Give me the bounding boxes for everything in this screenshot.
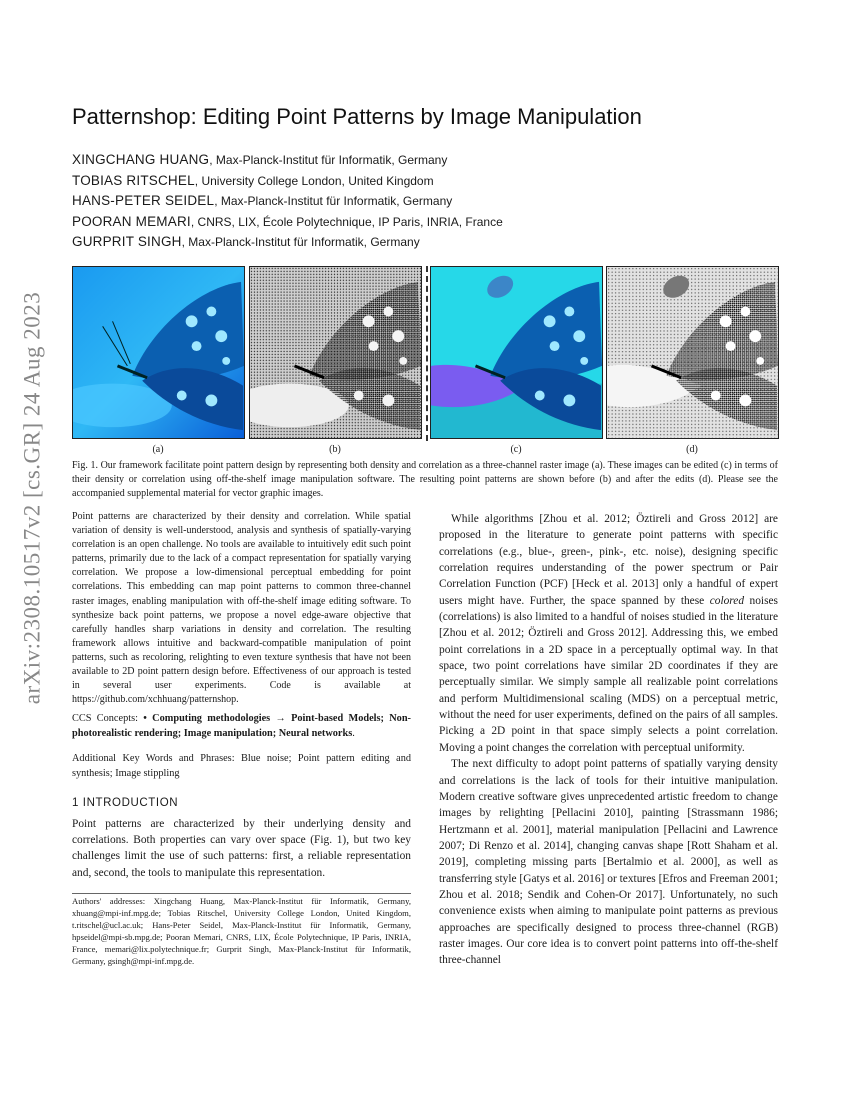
- arxiv-stamp: arXiv:2308.10517v2 [cs.GR] 24 Aug 2023: [19, 291, 44, 705]
- figure-label-b: (b): [329, 444, 341, 455]
- author-4: POORAN MEMARI, CNRS, LIX, École Polytechnique, IP Paris, INRIA, France: [72, 213, 503, 229]
- ccs-concepts: CCS Concepts: • Computing methodologies → Point-based Models; Non-photorealistic rendering; Image manipulation; Neural networks.: [72, 713, 411, 739]
- author-2: TOBIAS RITSCHEL, University College London, United Kingdom: [72, 172, 434, 188]
- right-paragraph-1: While algorithms [Zhou et al. 2012; Öztireli and Gross 2012] are proposed in the literature to generate point patterns with specific correlations (e.g., blue-, green-, pink-, etc. noise), designing specific correlation requires understanding of the power spectrum or Pair Correlation Function (PCF) [Heck et al. 2013] only a handful of expert users might have. Further, the space spanned by these colored noises (correlations) is also limited to a handful of noises studied in the literature [Zhou et al. 2012; Öztireli and Gross 2012]. Addressing this, we embed point correlations in a 2D space in a perceptually optimal way. In that space, two point correlations have similar 2D coordinates if they are perceptually similar. We simply sample all realizable point correlations and perform Multidimensional scaling (MDS) on a perceptual metric, without the need for user experiments, defined on the pairs of all samples. Picking a 2D point in that space simply selects a point correlation. Moving a point changes the correlation with perceptual uniformity.: [439, 513, 778, 754]
- section-heading-introduction: 1 INTRODUCTION: [72, 797, 179, 809]
- stippled-butterfly-after: [607, 267, 778, 438]
- figure-label-c: (c): [510, 444, 522, 455]
- keywords: Additional Key Words and Phrases: Blue noise; Point pattern editing and synthesis; Image stippling: [72, 753, 411, 779]
- butterfly-density-image: [73, 267, 244, 438]
- figure-label-a: (a): [152, 444, 164, 455]
- edited-butterfly-image: [431, 267, 602, 438]
- figure-label-d: (d): [686, 444, 698, 455]
- figure-panel-b: [249, 266, 422, 439]
- figure-panel-d: [606, 266, 779, 439]
- right-paragraph-2: The next difficulty to adopt point patterns of spatially varying density and correlations is the lack of tools for their intuitive manipulation. Modern creative software gives unprecedented artistic freedom to change images by relighting [Pellacini 2010], painting [Strassmann 1986; Hertzmann et al. 2001], material manipulation [Pellacini and Lawrence 2007; Di Renzo et al. 2014], changing canvas shape [Rott Shaham et al. 2019], completing missing parts [Bertalmio et al. 2000], as well as transferring style [Gatys et al. 2016] or textures [Efros and Freeman 2001; Zhou et al. 2018; Sendik and Cohen-Or 2017]. Unfortunately, no such convenience exists when aiming to manipulate point patterns as previous approaches are specifically designed to process three-channel (RGB) raster images. Our core idea is to convert point patterns into off-the-shelf three-channel: [439, 758, 778, 967]
- author-list: [72, 150, 503, 253]
- author-3: HANS-PETER SEIDEL, Max-Planck-Institut für Informatik, Germany: [72, 193, 453, 208]
- introduction-paragraph: Point patterns are characterized by their underlying density and correlations. Both properties can vary over space (Fig. 1), but two key challenges limit the use of such patterns: first, a reliable representation and, second, the tools to manipulate this representation.: [72, 818, 411, 879]
- footnote-rule: [72, 893, 411, 894]
- right-column: [439, 511, 778, 969]
- author-5: GURPRIT SINGH, Max-Planck-Institut für Informatik, Germany: [72, 234, 420, 249]
- author-1: XINGCHANG HUANG, Max-Planck-Institut für Informatik, Germany: [72, 152, 448, 167]
- paper-title: Patternshop: Editing Point Patterns by Image Manipulation: [72, 104, 642, 129]
- abstract: Point patterns are characterized by their density and correlation. While spatial variation of density is well-understood, analysis and synthesis of spatially-varying correlation is an open challenge. No tools are available to intuitively edit such point patterns, primarily due to the lack of a compact representation for spatially varying correlation. We propose a low-dimensional perceptual embedding for point correlations. This embedding can map point patterns to common three-channel raster images, enabling manipulation with off-the-shelf image editing software. To synthesize back point patterns, we propose a novel edge-aware objective that carefully handles sharp variations in density and correlation. The resulting framework allows intuitive and backward-compatible manipulation of point patterns, such as recoloring, relighting to even texture synthesis that have not been available to 2D point pattern design before. Effectiveness of our approach is tested in several user experiments. Code is available at https://github.com/xchhuang/patternshop.: [72, 511, 411, 706]
- figure-caption: Fig. 1. Our framework facilitate point pattern design by representing both density and correlation as a three-channel raster image (a). These images can be edited (c) in terms of their density or correlation using off-the-shelf image manipulation software. The resulting point patterns are shown before (b) and after the edits (d). Please see the accompanied supplemental material for vector graphic images.: [72, 460, 778, 499]
- figure-panel-c: [430, 266, 603, 439]
- authors-addresses-footnote: Authors' addresses: Xingchang Huang, Max-Planck-Institut für Informatik, Germany, xhuang@mpi-inf.mpg.de; Tobias Ritschel, University College London, United Kingdom, t.ritschel@ucl.ac.uk; Hans-Peter Seidel, Max-Planck-Institut für Informatik, Germany, hpseidel@mpi-sb.mpg.de; Pooran Memari, CNRS, LIX, École Polytechnique, IP Paris, INRIA, France, memari@lix.polytechnique.fr; Gurprit Singh, Max-Planck-Institut für Informatik, Germany, gsingh@mpi-inf.mpg.de.: [72, 896, 411, 966]
- figure-panel-a: [72, 266, 245, 439]
- figure-divider: [426, 266, 428, 441]
- stippled-butterfly-before: [250, 267, 421, 438]
